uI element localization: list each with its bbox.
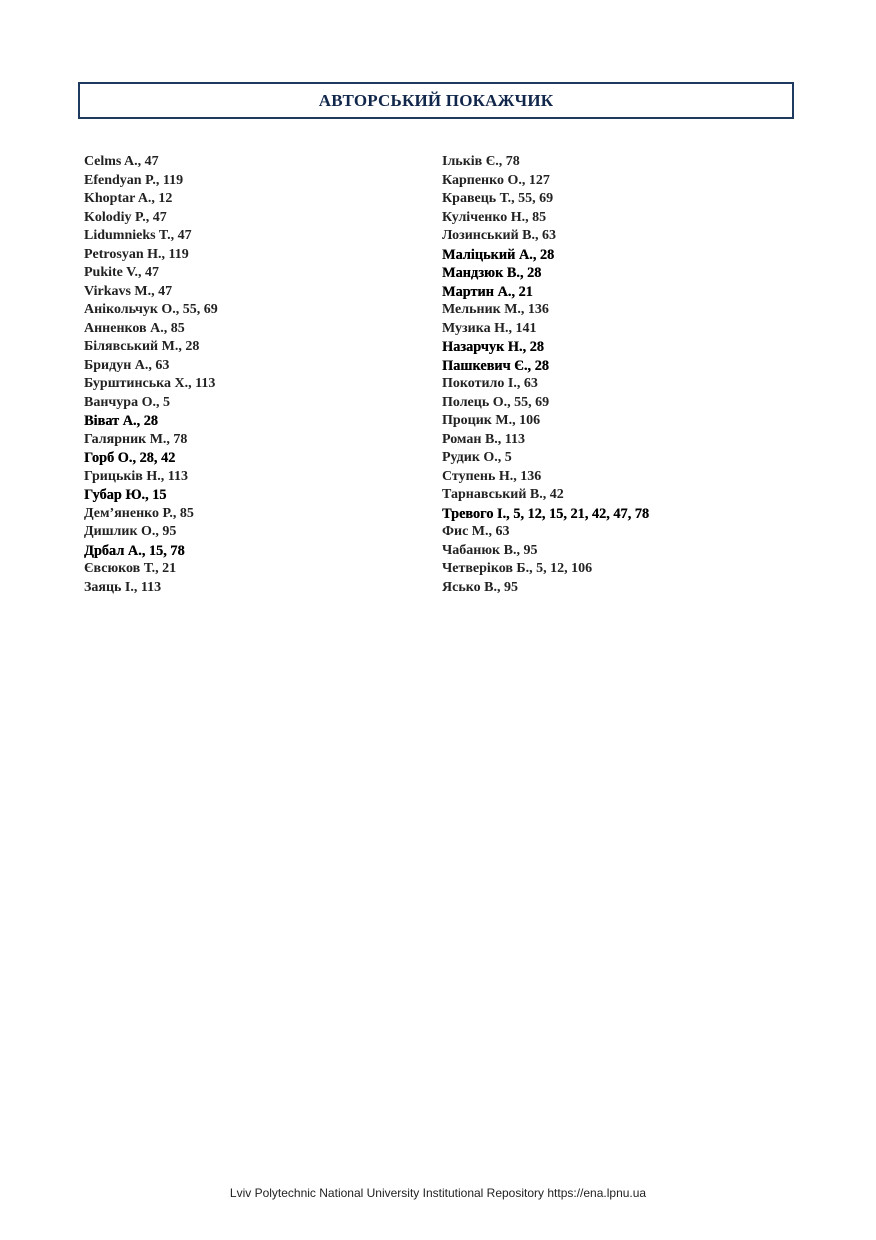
author-index-entry: Lidumnieks T., 47 — [84, 228, 192, 243]
author-index-entry: Назарчук Н., 28 — [442, 339, 544, 355]
repository-footer: Lviv Polytechnic National University Institutional Repository https://ena.lpnu.ua — [229, 1186, 647, 1200]
author-index-entry: Куліченко Н., 85 — [442, 209, 547, 225]
author-index-entry: Virkavs M., 47 — [84, 283, 173, 299]
author-index-entry: Заяць І., 113 — [84, 579, 162, 595]
author-index-entry: Тарнавський В., 42 — [442, 487, 564, 502]
author-index-entry: Рудик О., 5 — [442, 450, 512, 465]
author-index-entry: Губар Ю., 15 — [84, 487, 167, 503]
author-index-entry: Горб О., 28, 42 — [84, 450, 176, 466]
author-index-entry: Celms A., 47 — [84, 154, 159, 169]
author-index-entry: Мельник М., 136 — [442, 302, 549, 317]
page-title: АВТОРСЬКИЙ ПОКАЖЧИК — [318, 90, 554, 110]
author-index-entry: Дем’яненко Р., 85 — [84, 505, 194, 521]
author-index-entry: Efendyan P., 119 — [84, 172, 184, 188]
author-index-entry: Четверіков Б., 5, 12, 106 — [442, 561, 593, 576]
author-index-entry: Ясько В., 95 — [442, 579, 518, 595]
author-index-entry: Маліцький А., 28 — [442, 246, 555, 263]
author-index-entry: Фис М., 63 — [442, 524, 510, 539]
author-index-entry: Дрбал А., 15, 78 — [84, 542, 185, 559]
author-index-entry: Ільків Є., 78 — [442, 154, 520, 169]
author-index-entry: Pukite V., 47 — [84, 265, 159, 280]
author-index-entry: Роман В., 113 — [442, 431, 526, 447]
author-index-entry: Карпенко О., 127 — [442, 172, 550, 188]
author-index-left-column — [84, 153, 218, 597]
author-index-right-column — [442, 153, 649, 597]
author-index-entry: Віват А., 28 — [84, 413, 158, 429]
author-index-entry: Музика Н., 141 — [442, 320, 537, 336]
author-index-entry: Мандзюк В., 28 — [442, 265, 542, 281]
author-index-entry: Мартин А., 21 — [442, 283, 533, 300]
author-index-entry: Покотило І., 63 — [442, 376, 538, 391]
author-index-entry: Пашкевич Є., 28 — [442, 357, 549, 374]
author-index-entry: Kolodiy P., 47 — [84, 209, 167, 225]
author-index-entry: Ступень Н., 136 — [442, 468, 542, 484]
author-index-entry: Анненков А., 85 — [84, 320, 185, 336]
author-index-entry: Полець О., 55, 69 — [442, 394, 550, 410]
author-index-entry: Чабанюк В., 95 — [442, 542, 538, 558]
author-index-entry: Лозинський В., 63 — [442, 228, 556, 243]
author-index-entry: Petrosyan H., 119 — [84, 246, 189, 262]
author-index-entry: Ванчура О., 5 — [84, 394, 170, 410]
author-index-entry: Анікольчук О., 55, 69 — [84, 302, 218, 317]
author-index-entry: Білявський М., 28 — [84, 339, 200, 354]
author-index-entry: Євсюков Т., 21 — [84, 561, 177, 576]
author-index-entry: Кравець Т., 55, 69 — [442, 191, 554, 206]
author-index-entry: Тревого І., 5, 12, 15, 21, 42, 47, 78 — [442, 505, 650, 522]
author-index-entry: Khoptar A., 12 — [84, 191, 173, 206]
author-index-entry: Бридун А., 63 — [84, 357, 170, 373]
title-box — [78, 82, 794, 119]
author-index-entry: Процик М., 106 — [442, 413, 541, 428]
author-index-entry: Грицьків Н., 113 — [84, 468, 188, 484]
author-index-entry: Дишлик О., 95 — [84, 524, 177, 539]
author-index-entry: Галярник М., 78 — [84, 431, 188, 447]
author-index-entry: Бурштинська Х., 113 — [84, 376, 216, 391]
